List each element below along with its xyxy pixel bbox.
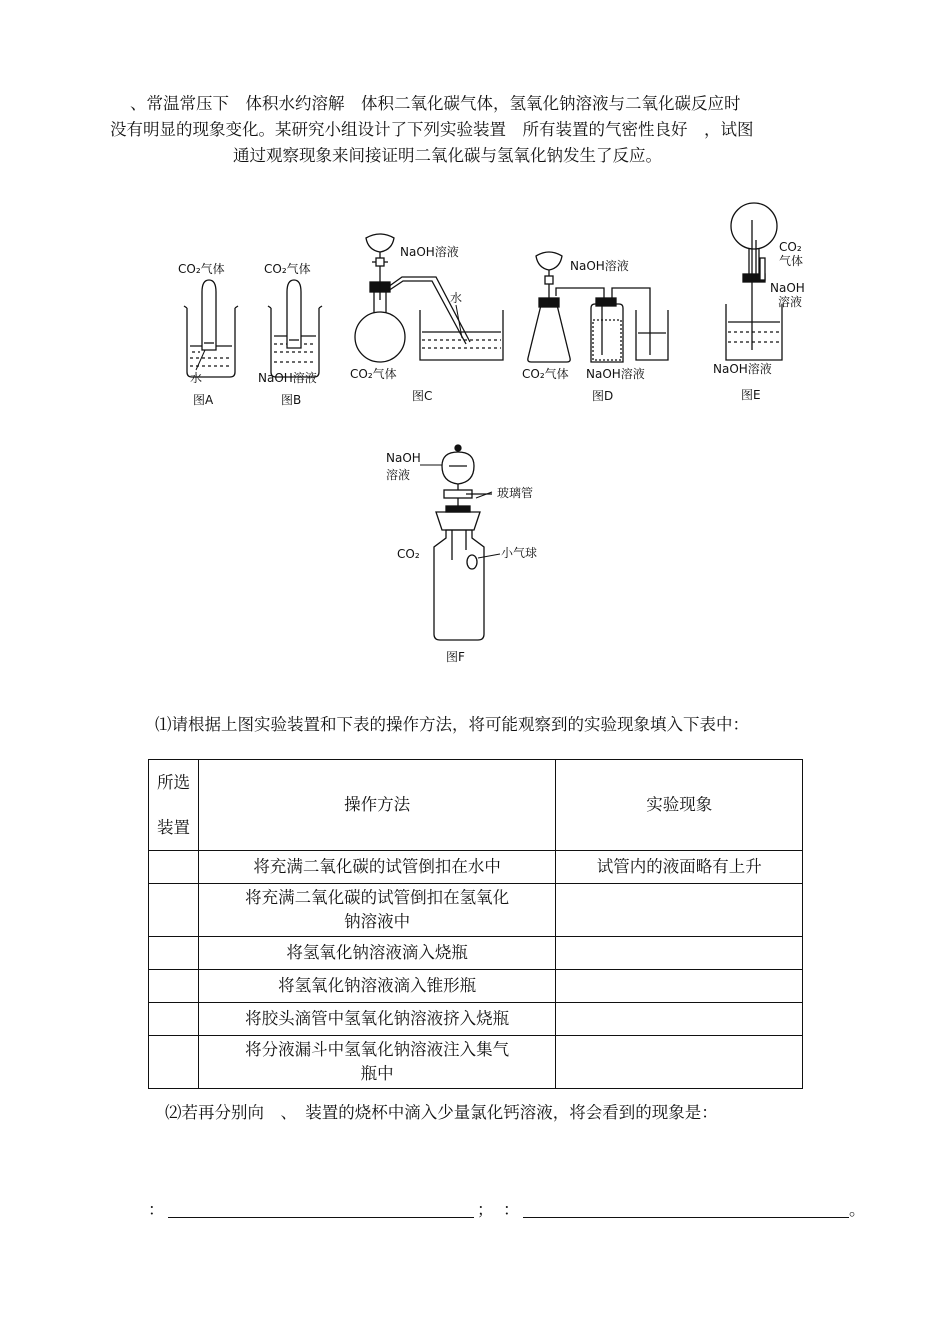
figure-c-gas-label: CO₂气体	[350, 367, 397, 381]
figure-f-balloon-label: 小气球	[501, 546, 538, 560]
figure-b-caption: 图B	[281, 393, 302, 407]
figure-d-caption: 图D	[592, 389, 614, 403]
figure-f-tube-label: 玻璃管	[497, 486, 534, 500]
device-cell[interactable]	[149, 851, 199, 884]
answer-blank-2[interactable]	[523, 1217, 849, 1218]
phenomenon-cell[interactable]	[556, 970, 803, 1003]
method-cell: 将充满二氧化碳的试管倒扣在水中	[198, 851, 556, 884]
table-row	[149, 970, 803, 1003]
device-cell[interactable]	[149, 970, 199, 1003]
phenomenon-cell[interactable]: 试管内的液面略有上升	[556, 851, 803, 884]
method-cell: 将氢氧化钠溶液滴入锥形瓶	[198, 970, 556, 1003]
table-row	[149, 851, 803, 884]
device-cell[interactable]	[149, 884, 199, 937]
figure-e-liquid-label: NaOH溶液	[713, 362, 772, 376]
table-row	[149, 937, 803, 970]
table-row	[149, 1036, 803, 1089]
figure-d-liquid-label: NaOH溶液	[586, 367, 645, 381]
table-row	[149, 884, 803, 937]
header-phenomenon: 实验现象	[556, 760, 803, 851]
figure-e-reagent-label-2: 溶液	[778, 295, 803, 309]
figure-f-caption: 图F	[446, 650, 465, 664]
answer-blank-1[interactable]	[168, 1217, 474, 1218]
method-cell: 将胶头滴管中氢氧化钠溶液挤入烧瓶	[198, 1003, 556, 1036]
figure-a-gas-label: CO₂气体	[178, 262, 225, 276]
header-device-line-2: 装置	[156, 818, 190, 837]
intro-line-3: 通过观察现象来间接证明二氧化碳与氢氧化钠发生了反应。	[233, 146, 662, 165]
figure-f-reagent-label-1: NaOH	[386, 451, 421, 465]
device-cell[interactable]	[149, 937, 199, 970]
phenomenon-cell[interactable]	[556, 884, 803, 937]
figure-b-gas-label: CO₂气体	[264, 262, 311, 276]
figure-b-liquid-label: NaOH溶液	[258, 371, 317, 385]
figure-f	[386, 445, 537, 664]
figure-b	[258, 261, 322, 407]
question-1: ⑴请根据上图实验装置和下表的操作方法，将可能观察到的实验现象填入下表中：	[155, 715, 749, 734]
figure-e	[713, 203, 805, 402]
answer-end-mark: 。	[849, 1200, 866, 1219]
figure-e-gas-label-2: 气体	[779, 254, 804, 268]
intro-line-2: 没有明显的现象变化。某研究小组设计了下列实验装置 所有装置的气密性良好 ，试图	[110, 120, 754, 139]
header-method: 操作方法	[198, 760, 556, 851]
figure-a-liquid-label: 水	[190, 371, 203, 385]
figure-d-gas-label: CO₂气体	[522, 367, 569, 381]
table-row	[149, 1003, 803, 1036]
figure-e-caption: 图E	[741, 388, 761, 402]
method-cell: 将分液漏斗中氢氧化钠溶液注入集气瓶中	[198, 1036, 556, 1089]
phenomenon-cell[interactable]	[556, 1003, 803, 1036]
figure-d	[522, 252, 668, 403]
figure-f-gas-label: CO₂	[397, 547, 420, 561]
device-cell[interactable]	[149, 1003, 199, 1036]
method-cell: 将充满二氧化碳的试管倒扣在氢氧化钠溶液中	[198, 884, 556, 937]
header-device	[149, 760, 199, 851]
answer-separator: ；	[477, 1200, 494, 1219]
figure-c-caption: 图C	[412, 389, 433, 403]
intro-line-1: 、常温常压下 体积水约溶解 体积二氧化碳气体，氢氧化钠溶液与二氧化碳反应时	[130, 94, 741, 113]
figure-f-reagent-label-2: 溶液	[386, 468, 411, 482]
method-cell: 将氢氧化钠溶液滴入烧瓶	[198, 937, 556, 970]
figure-c-liquid-label: 水	[450, 291, 463, 305]
phenomenon-cell[interactable]	[556, 937, 803, 970]
figure-e-reagent-label-1: NaOH	[770, 281, 805, 295]
figure-c-reagent-label: NaOH溶液	[400, 245, 459, 259]
question-2: ⑵若再分别向 、 装置的烧杯中滴入少量氯化钙溶液，将会看到的现象是：	[165, 1103, 718, 1122]
header-device-line-1: 所选	[156, 773, 190, 792]
figure-e-gas-label-1: CO₂	[779, 240, 802, 254]
table-header-row	[149, 760, 803, 851]
answer-colon-1: ：	[148, 1200, 165, 1219]
apparatus-figures	[0, 185, 950, 665]
figure-a-caption: 图A	[193, 393, 214, 407]
figure-c	[350, 234, 503, 403]
figure-a	[178, 261, 238, 407]
figure-d-reagent-label: NaOH溶液	[570, 259, 629, 273]
answer-table	[148, 759, 803, 1089]
device-cell[interactable]	[149, 1036, 199, 1089]
answer-colon-2: ：	[503, 1200, 520, 1219]
phenomenon-cell[interactable]	[556, 1036, 803, 1089]
